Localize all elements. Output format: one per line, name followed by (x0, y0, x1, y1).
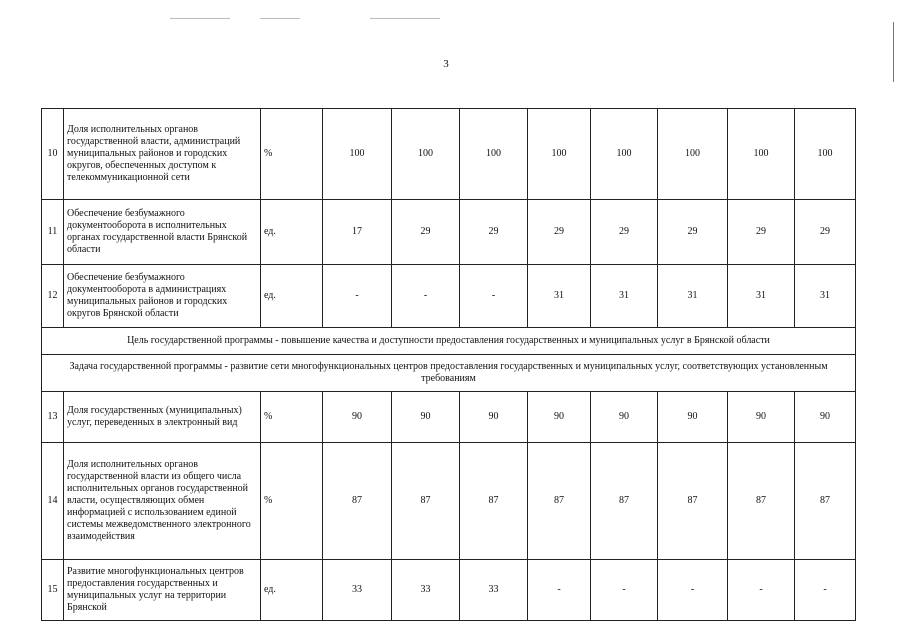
value-cell: 29 (392, 200, 460, 265)
value-cell: 87 (392, 443, 460, 560)
value-cell: 31 (591, 265, 658, 328)
value-cell: 87 (795, 443, 856, 560)
value-cell: 31 (795, 265, 856, 328)
value-cell: 90 (728, 392, 795, 443)
table-row (42, 265, 856, 328)
value-cell: 100 (392, 109, 460, 200)
value-cell: 100 (795, 109, 856, 200)
value-cell: 100 (658, 109, 728, 200)
row-number: 15 (42, 560, 64, 621)
indicator-name: Доля государственных (муниципальных) услуг, переведенных в электронный вид (64, 392, 261, 443)
unit-cell: % (261, 392, 323, 443)
table-row (42, 443, 856, 560)
table-row (42, 560, 856, 621)
value-cell: - (392, 265, 460, 328)
value-cell: 29 (460, 200, 528, 265)
value-cell: 33 (460, 560, 528, 621)
value-cell: - (658, 560, 728, 621)
row-number: 14 (42, 443, 64, 560)
value-cell: - (460, 265, 528, 328)
value-cell: 90 (591, 392, 658, 443)
unit-cell: ед. (261, 265, 323, 328)
value-cell: 90 (795, 392, 856, 443)
value-cell: 87 (728, 443, 795, 560)
value-cell: - (591, 560, 658, 621)
scan-speck (370, 18, 440, 19)
section-heading-row (42, 355, 856, 392)
scan-edge-line (893, 22, 894, 82)
value-cell: 29 (795, 200, 856, 265)
value-cell: 31 (658, 265, 728, 328)
unit-cell: % (261, 443, 323, 560)
value-cell: 29 (591, 200, 658, 265)
unit-cell: ед. (261, 200, 323, 265)
value-cell: 100 (460, 109, 528, 200)
value-cell: 31 (728, 265, 795, 328)
value-cell: 100 (528, 109, 591, 200)
value-cell: 29 (528, 200, 591, 265)
value-cell: 90 (323, 392, 392, 443)
value-cell: 87 (528, 443, 591, 560)
unit-cell: ед. (261, 560, 323, 621)
value-cell: 100 (728, 109, 795, 200)
row-number: 13 (42, 392, 64, 443)
value-cell: 29 (658, 200, 728, 265)
value-cell: - (323, 265, 392, 328)
program-task-heading: Задача государственной программы - развитие сети многофункциональных центров предоставления государственных и муниципальных услуг, соответствующих установленным требованиям (42, 355, 856, 392)
section-heading-row (42, 328, 856, 355)
value-cell: 87 (323, 443, 392, 560)
scan-speck (170, 18, 230, 19)
value-cell: 29 (728, 200, 795, 265)
value-cell: 17 (323, 200, 392, 265)
row-number: 12 (42, 265, 64, 328)
indicators-table (41, 108, 856, 621)
value-cell: 33 (323, 560, 392, 621)
value-cell: 33 (392, 560, 460, 621)
value-cell: 87 (460, 443, 528, 560)
row-number: 10 (42, 109, 64, 200)
value-cell: 90 (392, 392, 460, 443)
indicator-name: Развитие многофункциональных центров предоставления государственных и муниципальных услуг на территории Брянской (64, 560, 261, 621)
indicator-name: Обеспечение безбумажного документооборота в администрациях муниципальных районов и городских округов Брянской области (64, 265, 261, 328)
value-cell: 90 (658, 392, 728, 443)
value-cell: - (528, 560, 591, 621)
value-cell: 90 (460, 392, 528, 443)
value-cell: 90 (528, 392, 591, 443)
value-cell: 100 (591, 109, 658, 200)
unit-cell: % (261, 109, 323, 200)
table-row (42, 392, 856, 443)
program-goal-heading: Цель государственной программы - повышение качества и доступности предоставления государственных и муниципальных услуг в Брянской области (42, 328, 856, 355)
indicator-name: Доля исполнительных органов государственной власти из общего числа исполнительных органов государственной власти, осуществляющих обмен информацией с использованием единой системы межведомственного электронного взаимодействия (64, 443, 261, 560)
page-number: 3 (443, 58, 449, 70)
table-row (42, 200, 856, 265)
value-cell: 87 (591, 443, 658, 560)
value-cell: - (728, 560, 795, 621)
scan-speck (260, 18, 300, 19)
value-cell: 87 (658, 443, 728, 560)
indicator-name: Доля исполнительных органов государственной власти, администраций муниципальных районов и городских округов, обеспеченных доступом к телекоммуникационной сети (64, 109, 261, 200)
indicator-name: Обеспечение безбумажного документооборота в исполнительных органах государственной власти Брянской области (64, 200, 261, 265)
value-cell: - (795, 560, 856, 621)
value-cell: 31 (528, 265, 591, 328)
table-row (42, 109, 856, 200)
row-number: 11 (42, 200, 64, 265)
value-cell: 100 (323, 109, 392, 200)
